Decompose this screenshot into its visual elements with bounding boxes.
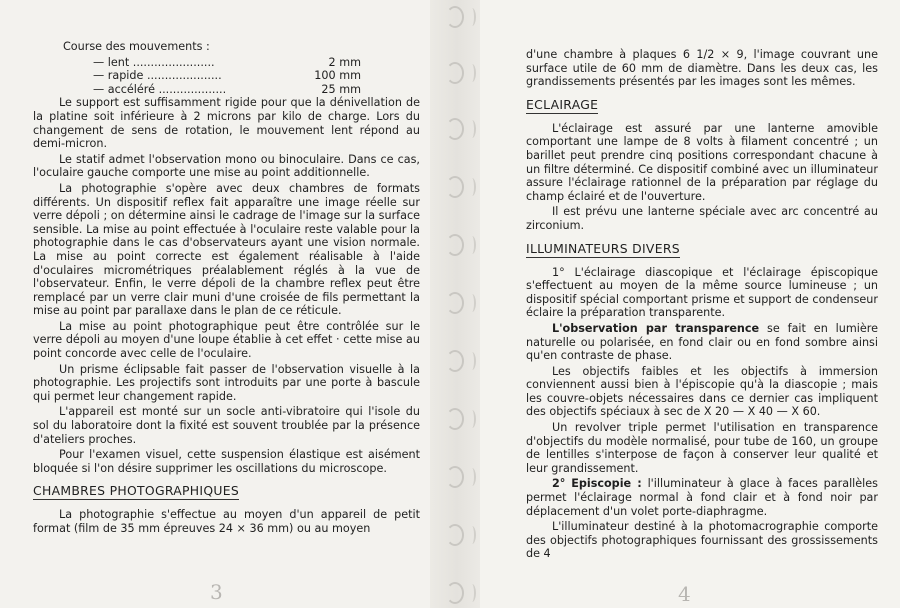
page-number-right: 4 bbox=[678, 582, 691, 606]
episcopie-number: 2° bbox=[552, 477, 566, 491]
binding-ring bbox=[468, 178, 476, 196]
binding-ring bbox=[468, 526, 476, 544]
binding-ring bbox=[468, 410, 476, 428]
section-heading-chambres: CHAMBRES PHOTOGRAPHIQUES bbox=[33, 483, 240, 499]
binding-ring bbox=[468, 468, 476, 486]
binding-ring bbox=[468, 352, 476, 370]
paragraph-objectifs: Les objectifs faibles et les objectifs à immersion conviennent aussi bien à l'épiscopie qu'à la diascopie ; mais les couvre-objets nécessaires dans ce dernier cas impliquent des objectifs spéciaux à sec de X 20 — X 40 — X 60. bbox=[526, 364, 878, 419]
paragraph-continuation: d'une chambre à plaques 6 1/2 × 9, l'image couvrant une surface utile de 60 mm de diamètre. Dans les deux cas, les grandissements présentés par les images sont les mêmes. bbox=[526, 48, 878, 89]
binding-ring bbox=[468, 8, 476, 26]
observation-text: se fait en lumière naturelle ou polarisée, en fond clair ou en fond sombre ainsi qu'en contraste de phase. bbox=[526, 321, 879, 363]
binding-hole bbox=[446, 118, 464, 140]
paragraph-eclairage-1: L'éclairage est assuré par une lanterne amovible comportant une lampe de 8 volts à filament concentré ; un barillet peut prendre cinq positions correspondant chacune à un filtre déterminé. Ce dispositif combiné avec un illuminateur assure l'éclairage rationnel de la préparation par réglage du champ éclairé et de l'ouverture. bbox=[526, 121, 878, 203]
speed-row-fast: — rapide ..................... 100 mm bbox=[93, 69, 361, 83]
binding-hole bbox=[446, 582, 464, 604]
binding-hole bbox=[446, 524, 464, 546]
binding-ring bbox=[468, 236, 476, 254]
episcopie-text: l'illuminateur à glace à faces parallèles permet l'éclairage normal à fond clair et à fond noir par déplacement d'un volet porte-diaphragme. bbox=[526, 477, 878, 518]
intro-line: Course des mouvements : bbox=[63, 40, 210, 53]
binding-hole bbox=[446, 62, 464, 84]
paragraph-revolver: Un revolver triple permet l'utilisation en transparence d'objectifs du modèle normalisé, pour tube de 160, un groupe de lentilles s'interpose de façon à conserver leur qualité et leur grandissement. bbox=[526, 421, 878, 475]
paragraph-episcopie bbox=[526, 477, 878, 518]
paragraph-suspension: Pour l'examen visuel, cette suspension élastique est aisément bloquée si l'on désire supprimer les oscillations du microscope. bbox=[33, 448, 420, 475]
binding-ring bbox=[468, 64, 476, 82]
speed-row-slow: — lent ....................... 2 mm bbox=[93, 55, 361, 69]
speed-list bbox=[93, 56, 420, 97]
episcopie-term: Episcopie : bbox=[571, 477, 642, 491]
page-number-left: 3 bbox=[210, 580, 223, 604]
binding-ring bbox=[468, 120, 476, 138]
section-heading-eclairage: ECLAIRAGE bbox=[526, 96, 599, 112]
observation-term: L'observation par transparence bbox=[552, 321, 760, 335]
binding-hole bbox=[446, 350, 464, 372]
section-heading-illuminateurs: ILLUMINATEURS DIVERS bbox=[526, 240, 680, 256]
paragraph-observation bbox=[526, 322, 878, 363]
binding-hole bbox=[446, 466, 464, 488]
paragraph-chambres: La photographie s'effectue au moyen d'un appareil de petit format (film de 35 mm épreuves 24 × 36 mm) ou au moyen bbox=[33, 508, 420, 535]
binding-hole bbox=[446, 292, 464, 314]
paragraph-statif: Le statif admet l'observation mono ou binoculaire. Dans ce cas, l'oculaire gauche comporte une mise au point additionnelle. bbox=[33, 152, 420, 180]
binding-ring bbox=[468, 584, 476, 602]
binding-hole bbox=[446, 6, 464, 28]
paragraph-photographie: La photographie s'opère avec deux chambres de formats différents. Un dispositif reflex fait apparaître une image réelle sur verre dépoli ; on détermine ainsi le cadrage de l'image sur la surface sensible. La mise au point effectuée à l'oculaire reste valable pour la photographie dans le cas d'observateurs ayant une vision normale. La mise au point correcte est également réalisable à l'aide d'oculaires micrométriques préalablement réglés à la vue de l'observateur. Enfin, le verre dépoli de la chambre reflex peut être remplacé par un verre clair muni d'une croisée de fils permettant la mise au point par parallaxe dans le plan de ce réticule. bbox=[33, 181, 420, 318]
paragraph-illuminateurs-1: 1° L'éclairage diascopique et l'éclairage épiscopique s'effectuent au moyen de la même source lumineuse ; un dispositif spécial comportant prisme et support de condenseur éclaire la préparation transparente. bbox=[526, 265, 878, 320]
left-page bbox=[0, 0, 440, 608]
paragraph-photomacrographie: L'illuminateur destiné à la photomacrographie comporte des objectifs photographiques fournissant des grossissements de 4 bbox=[526, 520, 878, 561]
paragraph-prisme: Un prisme éclipsable fait passer de l'observation visuelle à la photographie. Les projectifs sont introduits par une porte à bascule qui permet leur changement rapide. bbox=[33, 362, 420, 403]
binding-hole bbox=[446, 408, 464, 430]
binding-ring bbox=[468, 294, 476, 312]
paragraph-eclairage-2: Il est prévu une lanterne spéciale avec arc concentré au zirconium. bbox=[526, 205, 878, 232]
right-page bbox=[480, 0, 900, 608]
speed-row-accelerated: — accéléré ................... 25 mm bbox=[93, 82, 361, 96]
binding-hole bbox=[446, 234, 464, 256]
binding-hole bbox=[446, 176, 464, 198]
paragraph-mise-au-point: La mise au point photographique peut être contrôlée sur le verre dépoli au moyen d'une loupe établie à cet effet · cette mise au point concorde avec celle de l'oculaire. bbox=[33, 319, 420, 361]
paragraph-support: Le support est suffisamment rigide pour que la dénivellation de la platine soit inférieure à 2 microns par kilo de charge. Lors du changement de sens de rotation, le mouvement lent répond au demi-micron. bbox=[33, 96, 420, 151]
paragraph-socle: L'appareil est monté sur un socle anti-vibratoire qui l'isole du sol du laboratoire dont la fixité est souvent troublée par la présence d'ateliers proches. bbox=[33, 405, 420, 446]
